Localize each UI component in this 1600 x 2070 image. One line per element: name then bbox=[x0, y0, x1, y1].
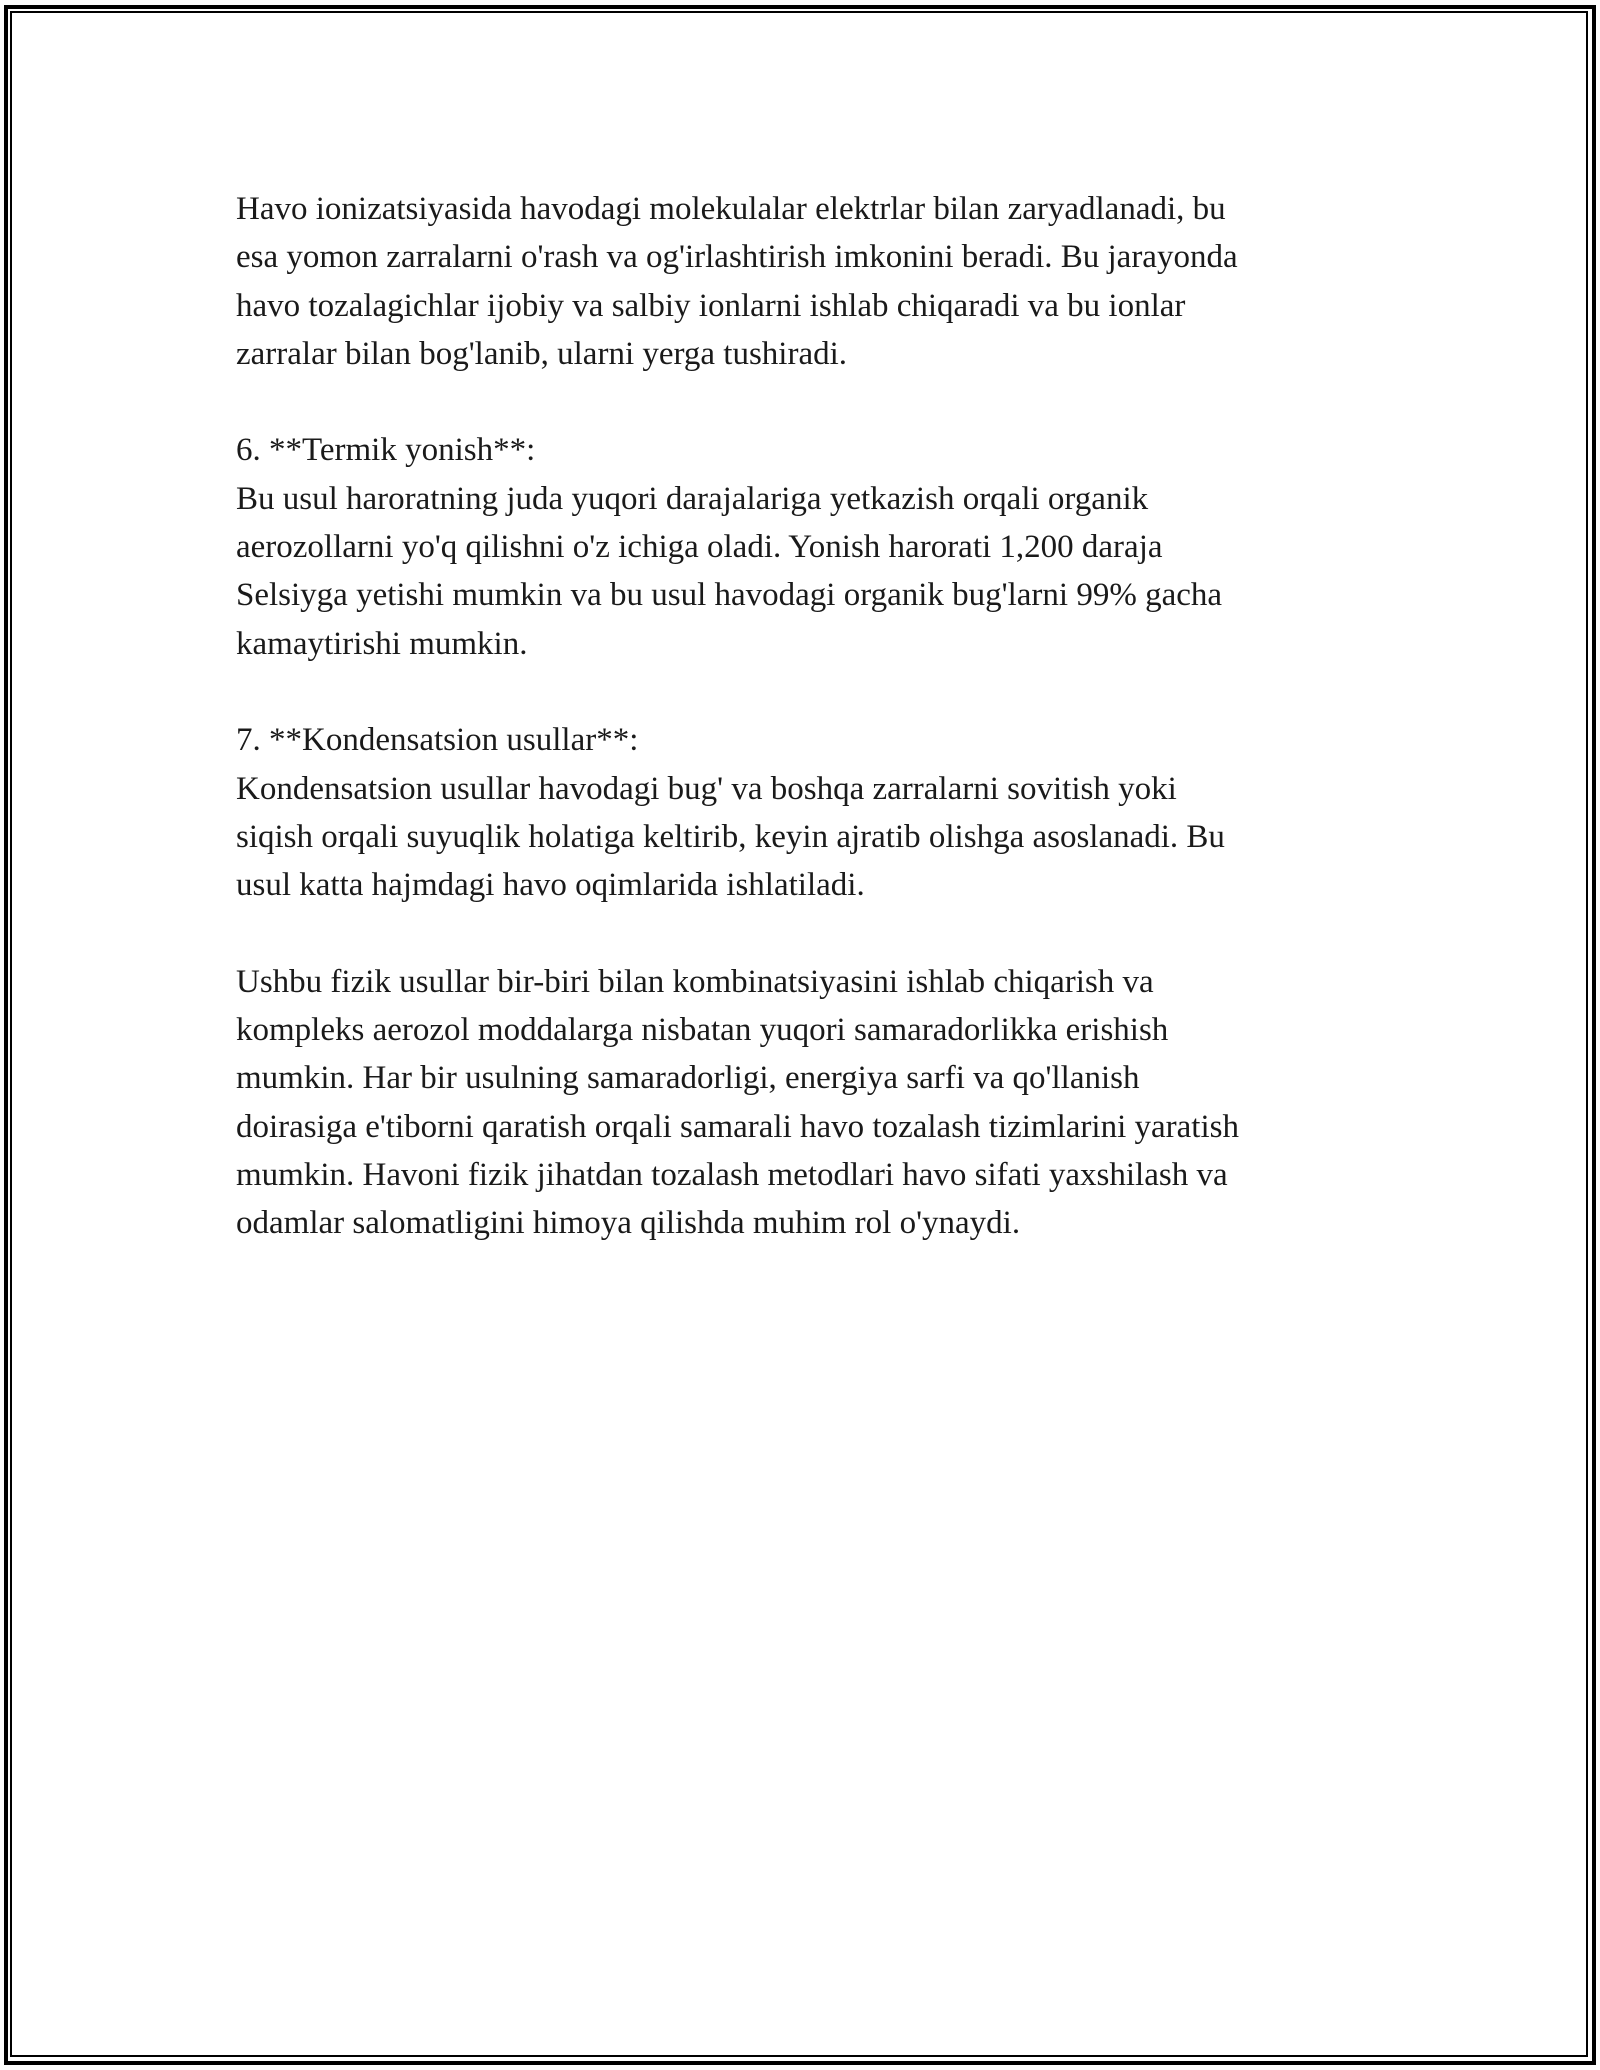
paragraph-gap bbox=[236, 909, 1386, 957]
thermal-paragraph: Bu usul haroratning juda yuqori darajalariga yetkazish orqali organik aerozollarni yo'q qilishni o'z ichiga oladi. Yonish harorati 1,200 daraja Selsiyga yetishi mumkin va bu usul havodagi organik bug'larni 99% gacha kamaytirishi mumkin. bbox=[236, 480, 1223, 662]
conclusion-paragraph: Ushbu fizik usullar bir-biri bilan kombinatsiyasini ishlab chiqarish va kompleks aerozol moddalarga nisbatan yuqori samaradorlikka erishish mumkin. Har bir usulning samaradorligi, energiya sarfi va qo'llanish doirasiga e'tiborni qaratish orqali samarali havo tozalash tizimlarini yaratish mumkin. Havoni fizik jihatdan tozalash metodlari havo sifati yaxshilash va odamlar salomatligini himoya qilishda muhim rol o'ynaydi. bbox=[236, 963, 1239, 1242]
paragraph-gap bbox=[236, 668, 1386, 716]
condensation-paragraph: Kondensatsion usullar havodagi bug' va boshqa zarralarni sovitish yoki siqish orqali suyuqlik holatiga keltirib, keyin ajratib olishga asoslanadi. Bu usul katta hajmdagi havo oqimlarida ishlatiladi. bbox=[236, 770, 1225, 904]
paragraph-gap bbox=[236, 378, 1386, 426]
document-body bbox=[236, 185, 1386, 1248]
section-heading-condensation: 7. **Kondensatsion usullar**: bbox=[236, 722, 639, 759]
section-heading-thermal: 6. **Termik yonish**: bbox=[236, 432, 536, 469]
ionization-paragraph: Havo ionizatsiyasida havodagi molekulalar elektrlar bilan zaryadlanadi, bu esa yomon zarralarni o'rash va og'irlashtirish imkonini beradi. Bu jarayonda havo tozalagichlar ijobiy va salbiy ionlarni ishlab chiqaradi va bu ionlar zarralar bilan bog'lanib, ularni yerga tushiradi. bbox=[236, 191, 1238, 372]
